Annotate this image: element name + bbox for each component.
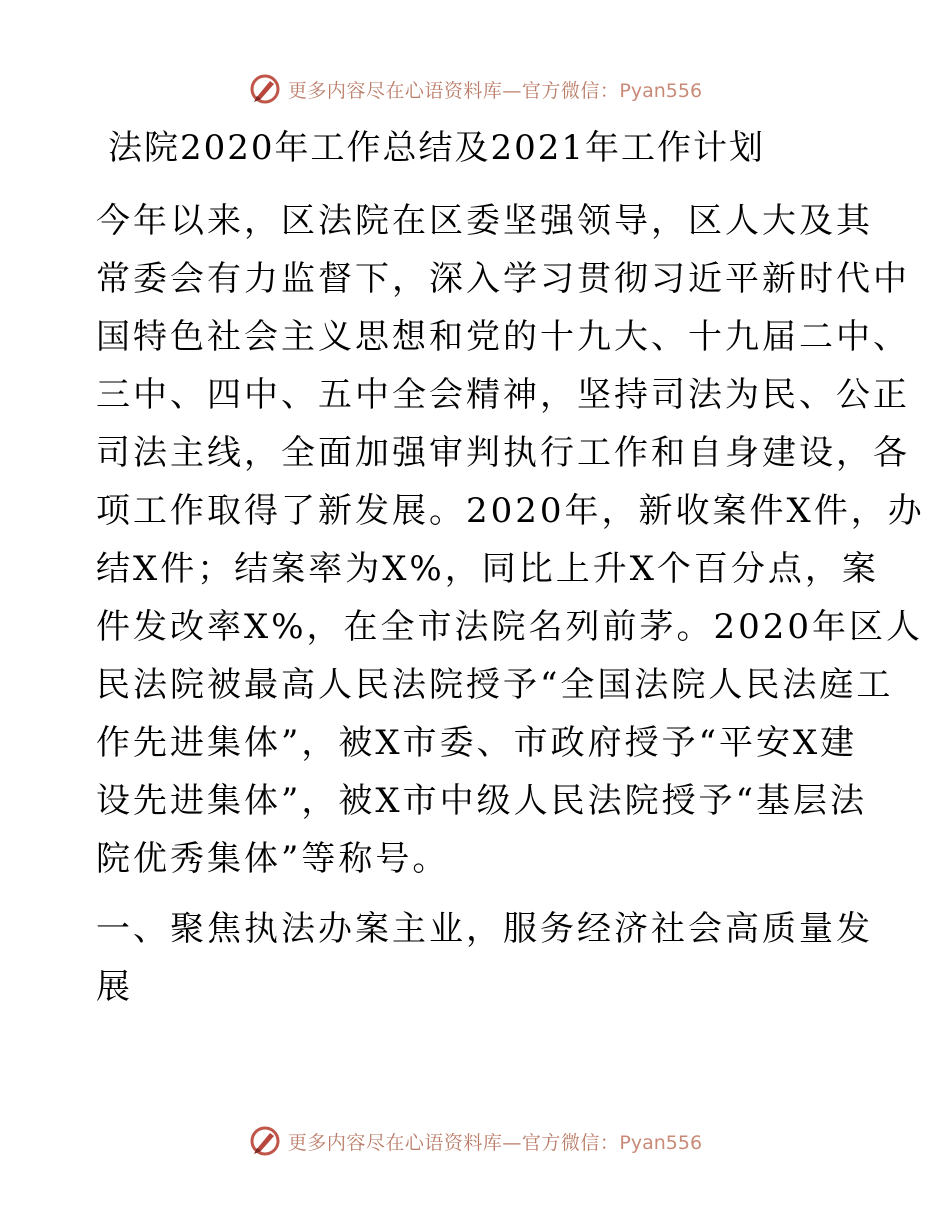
paragraph-line: 设先进集体”，被X市中级人民法院授予“基层法	[96, 781, 867, 821]
paragraph-line: 件发改率X%，在全市法院名列前茅。2020年区人	[96, 607, 924, 647]
watermark-footer	[0, 1124, 950, 1158]
paragraph-line: 作先进集体”，被X市委、市政府授予“平安X建	[96, 723, 858, 763]
heading-line: 展	[96, 967, 133, 1007]
paragraph-line: 今年以来，区法院在区委坚强领导，区人大及其	[96, 201, 873, 241]
paragraph-line: 国特色社会主义思想和党的十九大、十九届二中、	[96, 317, 910, 357]
watermark-text: 更多内容尽在心语资料库—官方微信：Pyan556	[287, 1131, 703, 1154]
heading-line: 一、聚焦执法办案主业，服务经济社会高质量发	[96, 909, 873, 949]
pen-logo-icon	[248, 72, 282, 106]
watermark-account: Pyan556	[619, 79, 703, 102]
paragraph-line: 司法主线，全面加强审判执行工作和自身建设，各	[96, 433, 910, 473]
body-paragraph	[96, 192, 925, 888]
paragraph-line: 院优秀集体”等称号。	[96, 839, 450, 879]
watermark-header	[0, 72, 950, 106]
pen-logo-icon	[248, 1124, 282, 1158]
watermark-account: Pyan556	[619, 1131, 703, 1154]
watermark-text: 更多内容尽在心语资料库—官方微信：Pyan556	[287, 79, 703, 102]
paragraph-line: 民法院被最高人民法院授予“全国法院人民法庭工	[96, 665, 894, 705]
paragraph-line: 三中、四中、五中全会精神，坚持司法为民、公正	[96, 375, 910, 415]
section-heading	[96, 900, 873, 1016]
document-title: 法院2020年工作总结及2021年工作计划	[108, 128, 766, 168]
paragraph-line: 结X件；结案率为X%，同比上升X个百分点，案	[96, 549, 879, 589]
paragraph-line: 项工作取得了新发展。2020年，新收案件X件，办	[96, 491, 925, 531]
paragraph-line: 常委会有力监督下，深入学习贯彻习近平新时代中	[96, 259, 910, 299]
